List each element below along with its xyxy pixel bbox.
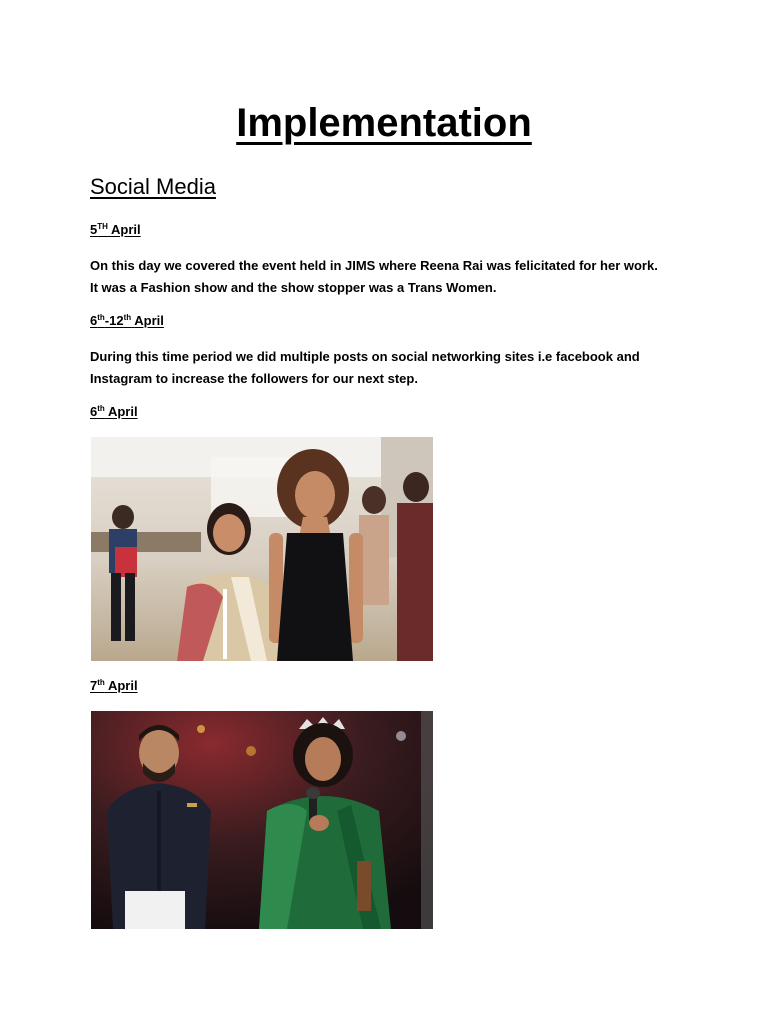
date-heading-6-april (90, 403, 138, 421)
date-suffix: th (97, 404, 105, 413)
event-photo-7-april-image (91, 711, 433, 929)
date-range-separator: -12 (104, 313, 124, 328)
event-photo-6-april (91, 437, 433, 661)
paragraph-line: It was a Fashion show and the show stopper was a Trans Women. (90, 280, 497, 295)
date-heading-5-april (90, 221, 141, 239)
paragraph-6-12-april (90, 346, 690, 390)
paragraph-line: On this day we covered the event held in JIMS where Reena Rai was felicitated for her work. (90, 258, 658, 273)
event-photo-7-april (91, 711, 433, 929)
paragraph-5-april (90, 255, 690, 299)
date-suffix: th (123, 313, 132, 322)
date-suffix: TH (97, 222, 108, 231)
date-heading-6-12-april (90, 312, 164, 330)
date-month: April (107, 678, 138, 693)
event-photo-6-april-image (91, 437, 433, 661)
date-day: 6 (90, 313, 98, 328)
date-day: 6 (90, 404, 98, 419)
date-month: April (107, 404, 138, 419)
paragraph-line: Instagram to increase the followers for our next step. (90, 371, 418, 386)
date-suffix: th (97, 678, 105, 687)
date-month: April (134, 313, 164, 328)
date-day: 5 (90, 222, 98, 237)
page-title (0, 96, 768, 150)
date-heading-7-april (90, 677, 138, 695)
date-month: April (111, 222, 141, 237)
page-title-text: Implementation (236, 101, 532, 145)
section-heading: Social Media (90, 174, 216, 199)
date-suffix: th (97, 313, 105, 322)
paragraph-line: During this time period we did multiple posts on social networking sites i.e facebook and (90, 349, 640, 364)
date-day: 7 (90, 678, 98, 693)
